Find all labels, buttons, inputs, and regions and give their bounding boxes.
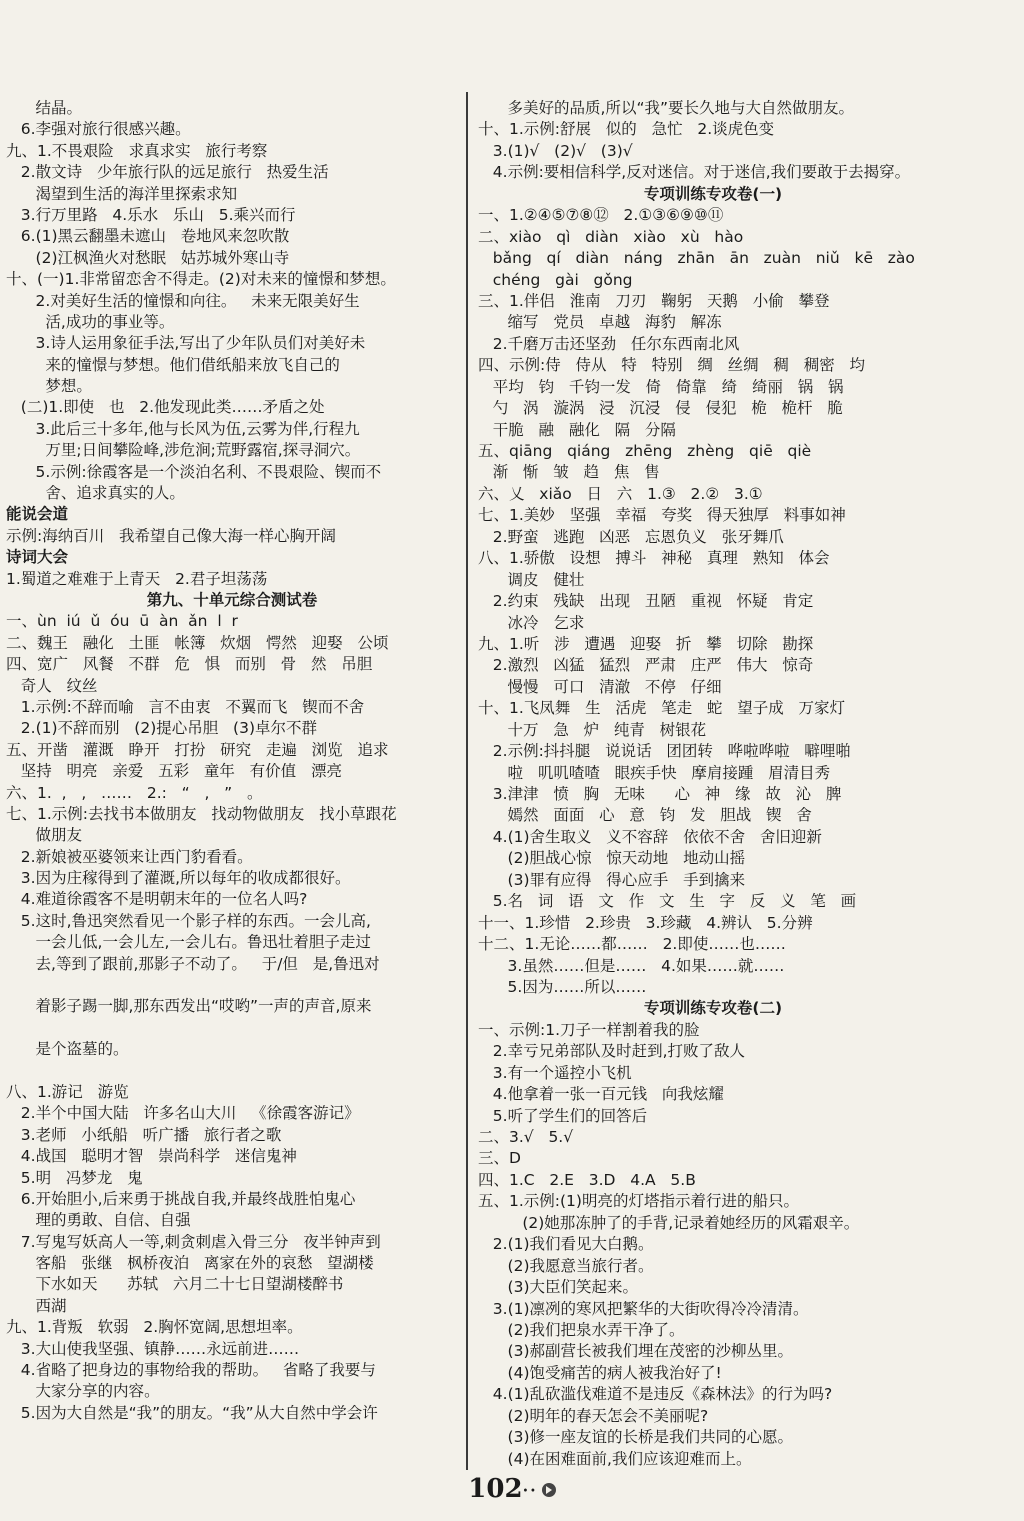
right-line: 勺 涡 漩涡 浸 沉浸 侵 侵犯 桅 桅杆 脆 xyxy=(478,399,843,418)
left-line: 九、1.不畏艰险 求真求实 旅行考察 xyxy=(6,141,268,160)
left-line: 万里;日间攀险峰,涉危涧;荒野露宿,探寻洞穴。 xyxy=(6,441,361,460)
left-line: 1.蜀道之难难于上青天 2.君子坦荡荡 xyxy=(6,569,268,588)
right-line: 3.有一个遥控小飞机 xyxy=(478,1063,632,1082)
left-line: 结晶。 xyxy=(6,99,83,117)
right-line: 3.虽然……但是…… 4.如果……就…… xyxy=(478,956,785,975)
right-line: (3)大臣们笑起来。 xyxy=(478,1278,639,1297)
right-line: 专项训练专攻卷(二) xyxy=(643,999,783,1018)
left-line: 3.此后三十多年,他与长风为伍,云雾为伴,行程九 xyxy=(6,419,360,438)
left-line xyxy=(6,1061,458,1082)
right-line: 七、1.美妙 坚强 幸福 夸奖 得天独厚 料事如神 xyxy=(478,506,846,525)
left-line: 下水如天 苏轼 六月二十七日望湖楼醉书 xyxy=(6,1275,344,1294)
right-line: 2.示例:抖抖腿 说说话 团团转 哗啦哗啦 噼哩啪 xyxy=(478,742,851,761)
right-line: 十一、1.珍惜 2.珍贵 3.珍藏 4.辨认 5.分辨 xyxy=(478,913,813,932)
right-line: 渐 惭 皱 趋 焦 售 xyxy=(478,463,660,482)
left-line: 做朋友 xyxy=(6,826,83,845)
left-line: 八、1.游记 游览 xyxy=(6,1082,129,1101)
left-line: 2.半个中国大陆 许多名山大川 《徐霞客游记》 xyxy=(6,1104,360,1123)
left-line: 2.对美好生活的憧憬和向往。 未来无限美好生 xyxy=(6,291,360,310)
right-line: 3.(1)√ (2)√ (3)√ xyxy=(478,141,633,160)
left-line: 6.开始胆小,后来勇于挑战自我,并最终战胜怕鬼心 xyxy=(6,1189,356,1208)
left-line: 去,等到了跟前,那影子不动了。 于/但 是,鲁迅对 xyxy=(6,954,380,973)
right-line: (3)郝副营长被我们埋在茂密的沙柳丛里。 xyxy=(478,1342,794,1361)
right-line: 九、1.听 涉 遭遇 迎娶 折 攀 切除 勘探 xyxy=(478,634,814,653)
right-line: (2)我们把泉水弄干净了。 xyxy=(478,1320,685,1339)
arrow-icon xyxy=(542,1483,556,1497)
left-line: 舍、追求真实的人。 xyxy=(6,484,185,503)
left-line: 坚持 明亮 亲爱 五彩 童年 有价值 漂亮 xyxy=(6,762,342,781)
right-line: 干脆 融 融化 隔 分隔 xyxy=(478,420,676,439)
right-line: 十万 急 炉 纯青 树银花 xyxy=(478,720,707,739)
right-line: (4)饱受痛苦的病人被我治好了! xyxy=(478,1363,722,1382)
page-number: 102 xyxy=(468,1474,523,1504)
right-line: 嫣然 面面 心 意 钧 发 胆战 锲 舍 xyxy=(478,806,812,825)
left-line: 一、ùn iú ǔ óu ū àn ǎn l r xyxy=(6,612,238,631)
right-line: 2.约束 残缺 出现 丑陋 重视 怀疑 肯定 xyxy=(478,592,814,611)
right-line: 3.(1)凛冽的寒风把繁华的大街吹得冷冷清清。 xyxy=(478,1299,809,1318)
footer-dots: ·· xyxy=(522,1480,538,1500)
left-line: 3.大山使我坚强、镇静……永远前进…… xyxy=(6,1339,300,1358)
right-line: 十、1.飞凤舞 生 活虎 笔走 蛇 望子成 万家灯 xyxy=(478,699,845,718)
left-line: 3.因为庄稼得到了灌溉,所以每年的收成都很好。 xyxy=(6,869,351,888)
left-line: 7.写鬼写妖高人一等,刺贪刺虐入骨三分 夜半钟声到 xyxy=(6,1232,381,1251)
right-line: 慢慢 可口 清澈 不停 仔细 xyxy=(478,677,722,696)
right-line: 四、1.C 2.E 3.D 4.A 5.B xyxy=(478,1170,696,1189)
left-line: 示例:海纳百川 我希望自己像大海一样心胸开阔 xyxy=(6,526,337,545)
right-line: 调皮 健壮 xyxy=(478,570,585,589)
left-line: 第九、十单元综合测试卷 xyxy=(146,590,318,609)
left-line: 梦想。 xyxy=(6,377,92,396)
right-line: 4.示例:要相信科学,反对迷信。对于迷信,我们要敢于去揭穿。 xyxy=(478,163,911,182)
left-line: 5.示例:徐霞客是一个淡泊名利、不畏艰险、锲而不 xyxy=(6,462,382,481)
left-line: 2.新娘被巫婆领来让西门豹看看。 xyxy=(6,847,253,866)
right-line: 5.听了学生们的回答后 xyxy=(478,1106,648,1125)
right-line: 五、qiāng qiáng zhēng zhèng qiē qiè xyxy=(478,442,812,460)
right-line: 冰冷 乞求 xyxy=(478,613,585,632)
right-line: 4.他拿着一张一百元钱 向我炫耀 xyxy=(478,1085,724,1104)
right-line: 2.野蛮 逃跑 凶恶 忘恩负义 张牙舞爪 xyxy=(478,527,784,546)
right-line: 2.幸亏兄弟部队及时赶到,打败了敌人 xyxy=(478,1042,745,1061)
left-line: 3.诗人运用象征手法,写出了少年队员们对美好未 xyxy=(6,334,366,353)
right-line: 四、示例:侍 侍从 特 特别 绸 丝绸 稠 稠密 均 xyxy=(478,356,865,375)
right-line: 二、3.√ 5.√ xyxy=(478,1128,574,1146)
left-line: 2.散文诗 少年旅行队的远足旅行 热爱生活 xyxy=(6,163,329,182)
left-line: 5.这时,鲁迅突然看见一个影子样的东西。一会儿高, xyxy=(6,911,371,930)
right-line: 一、1.②④⑤⑦⑧⑫ 2.①③⑥⑨⑩⑪ xyxy=(478,206,724,225)
page-footer xyxy=(0,1474,1024,1514)
right-line: 八、1.骄傲 设想 搏斗 神秘 真理 熟知 体会 xyxy=(478,549,830,568)
left-line: 6.李强对旅行很感兴趣。 xyxy=(6,120,191,139)
left-line: 5.因为大自然是“我”的朋友。“我”从大自然中学会许 xyxy=(6,1403,378,1422)
left-line: 西湖 xyxy=(6,1296,67,1315)
left-line: 1.示例:不辞而喻 言不由衷 不翼而飞 锲而不舍 xyxy=(6,697,365,716)
left-line: 能说会道 xyxy=(6,505,69,524)
right-column xyxy=(478,98,948,1470)
right-line: 专项训练专攻卷(一) xyxy=(643,184,783,203)
left-line: 2.(1)不辞而别 (2)提心吊胆 (3)卓尔不群 xyxy=(6,719,317,738)
right-line: 4.(1)舍生取义 义不容辞 依依不舍 舍旧迎新 xyxy=(478,827,822,846)
right-line: 2.(1)我们看见大白鹅。 xyxy=(478,1235,654,1254)
right-line: 平均 钧 千钧一发 倚 倚靠 绮 绮丽 锅 锅 xyxy=(478,377,844,396)
right-line: 缩写 党员 卓越 海豹 解冻 xyxy=(478,313,722,332)
right-line: 二、xiào qì diàn xiào xù hào xyxy=(478,227,744,246)
right-line: (2)胆战心惊 惊天动地 地动山摇 xyxy=(478,849,746,868)
right-line: 一、示例:1.刀子一样割着我的脸 xyxy=(478,1020,700,1039)
left-line: 6.(1)黑云翻墨未遮山 卷地风来忽吹散 xyxy=(6,227,290,246)
left-line: (2)江枫渔火对愁眠 姑苏城外寒山寺 xyxy=(6,248,290,267)
right-line: 4.(1)乱砍滥伐难道不是违反《森林法》的行为吗? xyxy=(478,1385,833,1404)
left-line: 奇人 纹丝 xyxy=(6,676,98,695)
right-line: 多美好的品质,所以“我”要长久地与大自然做朋友。 xyxy=(478,99,855,117)
right-line: (2)明年的春天怎会不美丽呢? xyxy=(478,1406,709,1425)
right-line: 5.因为……所以…… xyxy=(478,977,647,996)
left-line: 二、魏王 融化 土匪 帐簿 炊烟 愕然 迎娶 公顷 xyxy=(6,633,389,652)
left-line: 四、宽广 风餐 不群 危 惧 而别 骨 然 吊胆 xyxy=(6,655,373,674)
left-line: 着影子踢一脚,那东西发出“哎哟”一声的声音,原来 xyxy=(6,997,372,1016)
right-line: 5.名 词 语 文 作 文 生 字 反 义 笔 画 xyxy=(478,892,857,911)
left-line: 渴望到生活的海洋里探索求知 xyxy=(6,184,238,203)
column-divider xyxy=(466,92,468,1470)
left-line: 4.省略了把身边的事物给我的帮助。 省略了我要与 xyxy=(6,1361,376,1380)
right-line: chéng gài gǒng xyxy=(478,270,633,289)
right-line: (2)她那冻肿了的手背,记录着她经历的风霜艰辛。 xyxy=(478,1213,860,1232)
left-line: 4.战国 聪明才智 崇尚科学 迷信鬼神 xyxy=(6,1147,297,1166)
left-column xyxy=(6,98,458,1424)
left-line: 诗词大会 xyxy=(6,548,69,567)
left-line: 十、(一)1.非常留恋舍不得走。(2)对未来的憧憬和梦想。 xyxy=(6,270,396,289)
left-line: 客船 张继 枫桥夜泊 离家在外的哀愁 望湖楼 xyxy=(6,1254,374,1273)
right-line: 三、D xyxy=(478,1149,521,1168)
left-line xyxy=(6,975,458,996)
left-line xyxy=(6,1018,458,1039)
right-line: 十二、1.无论……都…… 2.即使……也…… xyxy=(478,935,786,954)
left-line: 理的勇敢、自信、自强 xyxy=(6,1211,191,1230)
left-line: 七、1.示例:去找书本做朋友 找动物做朋友 找小草跟花 xyxy=(6,804,397,823)
left-line: 九、1.背叛 软弱 2.胸怀宽阔,思想坦率。 xyxy=(6,1318,303,1337)
left-line: 4.难道徐霞客不是明朝末年的一位名人吗? xyxy=(6,890,308,909)
left-line: 活,成功的事业等。 xyxy=(6,312,175,331)
right-line: (3)罪有应得 得心应手 手到擒来 xyxy=(478,870,746,889)
right-line: 五、1.示例:(1)明亮的灯塔指示着行进的船只。 xyxy=(478,1192,799,1211)
right-line: bǎng qí diàn náng zhān ān zuàn niǔ kē zào xyxy=(478,249,915,268)
left-line: 大家分享的内容。 xyxy=(6,1382,160,1401)
right-line: 三、1.伴侣 淮南 刀刃 鞠躬 天鹅 小偷 攀登 xyxy=(478,291,830,310)
right-line: 3.津津 愤 胸 无味 心 神 缘 故 沁 脾 xyxy=(478,785,842,803)
left-line: 六、1. , , …… 2.: “ , ” 。 xyxy=(6,783,263,802)
right-line: 2.激烈 凶猛 猛烈 严肃 庄严 伟大 惊奇 xyxy=(478,656,814,675)
right-line: 十、1.示例:舒展 似的 急忙 2.谈虎色变 xyxy=(478,120,775,139)
left-line: 一会儿低,一会儿左,一会儿右。鲁迅壮着胆子走过 xyxy=(6,933,371,952)
right-line: 六、乂 xiǎo 日 六 1.③ 2.② 3.① xyxy=(478,484,763,503)
left-line: 3.老师 小纸船 听广播 旅行者之歌 xyxy=(6,1125,282,1144)
left-line: 5.明 冯梦龙 鬼 xyxy=(6,1168,143,1187)
left-line: 五、开凿 灌溉 睁开 打扮 研究 走遍 浏览 追求 xyxy=(6,740,389,759)
left-line: 3.行万里路 4.乐水 乐山 5.乘兴而行 xyxy=(6,205,296,224)
right-line: 2.千磨万击还坚劲 任尔东西南北风 xyxy=(478,334,740,353)
right-line: (2)我愿意当旅行者。 xyxy=(478,1256,654,1275)
left-line: 来的憧憬与梦想。他们借纸船来放飞自己的 xyxy=(6,355,340,374)
right-line: (4)在困难面前,我们应该迎难而上。 xyxy=(478,1449,752,1468)
left-line: 是个盗墓的。 xyxy=(6,1040,129,1059)
right-line: 啦 叽叽喳喳 眼疾手快 摩肩接踵 眉清目秀 xyxy=(478,763,831,782)
left-line: (二)1.即使 也 2.他发现此类……矛盾之处 xyxy=(6,398,325,417)
right-line: (3)修一座友谊的长桥是我们共同的心愿。 xyxy=(478,1428,794,1447)
